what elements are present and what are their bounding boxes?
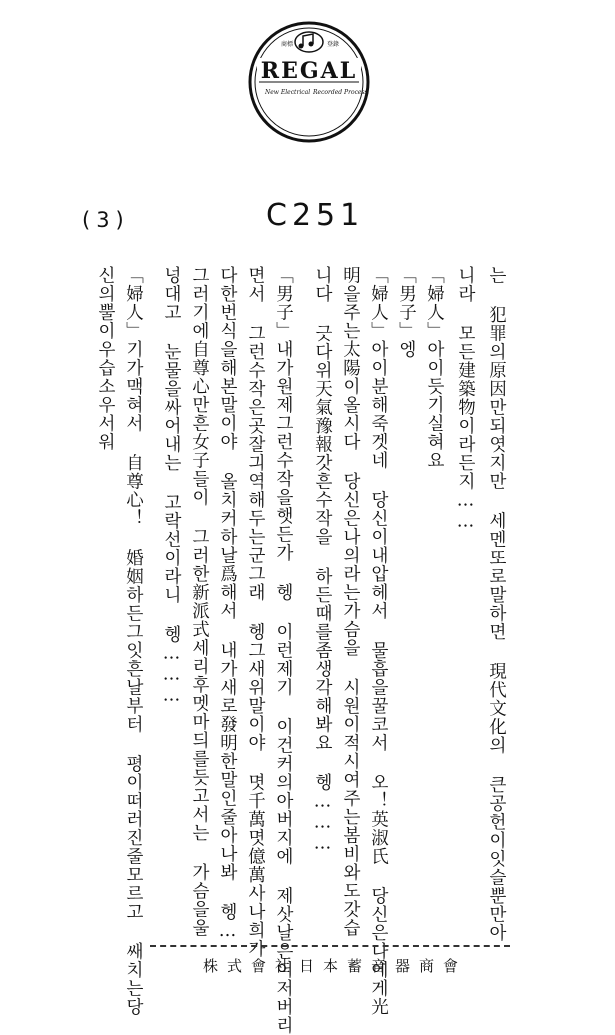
text-column: 다한번식을해본말이야 올치커하날爲해서 내가새로發明한말인줄아나봐 헹…: [217, 266, 238, 942]
regal-logo: [247, 20, 371, 144]
text-column: 「婦人」아이분해죽겟네 당신이내압헤서 물흡을꿀코서 오！英淑氏 당신은나에게光: [368, 266, 389, 1016]
text-column: 「男子」내가원제그런수작을햇든가 헹 이런제기 이건커의아버지에 제삿날은어저버리: [273, 266, 294, 1035]
text-column: 明을주는太陽이올시다 당신은나의라는가슴을 시원이적시여주는봄비와도갓습: [340, 266, 361, 937]
text-column: 「婦人」아이듯기실혀요: [424, 266, 445, 470]
text-column: 는 犯罪의原因만되엿지만 세멘또로말하면 現代文化의 큰공헌이잇슬뿐만아: [486, 266, 507, 942]
logo-subtitle-right: Recorded Process: [313, 89, 368, 96]
logo-brand: REGAL: [260, 58, 358, 84]
text-column: 니라 모든建築物이라든지……: [455, 266, 476, 533]
text-column: 「婦人」기가맥혀서 自尊心！ 婚姻하든그잇흔날부터 평이떠러진줄모르고 쌔치는당: [123, 266, 144, 1016]
text-column: 넝대고 눈물을싸어내는 고락선이라니 헹………: [161, 266, 182, 707]
logo-mark-left: 商標: [281, 41, 294, 48]
footer-divider: [150, 945, 510, 947]
text-column: 신의뿔이우습소우서워: [95, 266, 116, 451]
logo-mark-right: 登錄: [327, 41, 340, 48]
page-number: (3): [82, 208, 130, 232]
catalog-number: C251: [266, 198, 365, 233]
text-column: 니다 긋다위天氣豫報갓흔수작을 하든때를좀생각해봐요 헹………: [312, 266, 333, 855]
text-column: 면서 그런수작은곳잘긔역해두는군그래 헹그새위말이야 몃千萬몃億萬사나희가: [245, 266, 266, 958]
publisher-name: 株式會社日本蓄音器商會: [202, 957, 467, 975]
logo-subtitle-left: New Electrical: [265, 89, 311, 96]
text-column: 그러기에自尊心만흔女子들이 그러한新派式세리후멧마듸를듯고서는 가슴을울: [189, 266, 210, 937]
text-column: 「男子」엥: [396, 266, 417, 359]
